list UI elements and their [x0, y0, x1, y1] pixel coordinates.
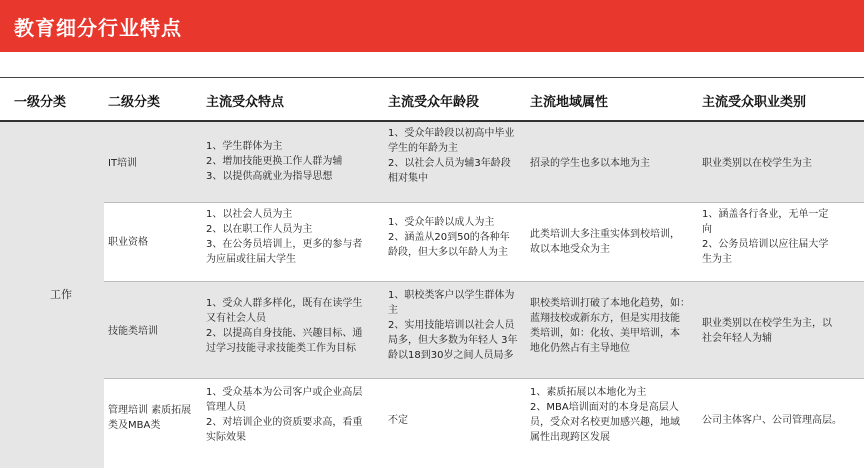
occupation-cell: 职业类别以在校学生为主，以 社会年轻人为辅: [702, 318, 832, 344]
table-row: [104, 379, 864, 468]
audience-cell: 1、受众人群多样化，既有在读学生 又有社会人员 2、以提高自身技能、兴趣目标、通 过学习技能寻求技能类工作为目标: [206, 298, 363, 354]
audience-cell: 1、学生群体为主 2、增加技能更换工作人群为辅 3、以提供高就业为指导思想: [206, 141, 343, 182]
audience-cell: 1、以社会人员为主 2、以在职工作人员为主 3、在公务员培训上，更多的参与者 为应届或往届大学生: [206, 209, 363, 265]
category2-cell: 技能类培训: [108, 326, 158, 337]
region-cell: 1、素质拓展以本地化为主 2、MBA培训面对的本身是高层人 员，受众对名校更加感兴趣，地域 属性出现跨区发展: [530, 387, 680, 443]
region-cell: 此类培训大多注重实体到校培训， 故以本地受众为主: [530, 229, 680, 255]
header-region: 主流地域属性: [530, 95, 609, 110]
header-category1: 一级分类: [14, 95, 67, 110]
header-occupation: 主流受众职业类别: [702, 95, 807, 110]
title-banner: [0, 0, 864, 52]
header-audience: 主流受众特点: [206, 95, 285, 110]
page-title: 教育细分行业特点: [14, 16, 182, 40]
category2-cell: 管理培训 素质拓展类及MBA类: [108, 405, 192, 431]
category2-cell: 职业资格: [108, 237, 148, 248]
occupation-cell: 公司主体客户、公司管理高层。: [702, 415, 842, 426]
header-age: 主流受众年龄段: [388, 95, 480, 110]
age-cell: 1、职校类客户以学生群体为 主 2、实用技能培训以社会人员 局多，但大多数为年轻人 3年 龄以18到30岁之间人员局多: [388, 290, 518, 361]
age-cell: 1、受众年龄以成人为主 2、涵盖从20到50的各种年 龄段，但大多以年龄人为主: [388, 217, 510, 258]
occupation-cell: 1、涵盖各行各业，无单一定 向 2、公务员培训以应往届大学 生为主: [702, 209, 829, 265]
region-cell: 招录的学生也多以本地为主: [530, 158, 650, 169]
category2-cell: IT培训: [108, 158, 138, 169]
table-row: [104, 122, 864, 202]
category1-label: 工作: [50, 288, 72, 301]
table-header-row: [0, 78, 864, 120]
audience-cell: 1、受众基本为公司客户或企业高层 管理人员 2、对培训企业的资质要求高，看重 实际效果: [206, 387, 363, 443]
header-category2: 二级分类: [108, 95, 161, 110]
region-cell: 职校类培训打破了本地化趋势，如： 蓝翔技校或新东方，但是实用技能 类培训，如：化妆、美甲培训，本 地化仍然占有主导地位: [530, 298, 690, 354]
category1-cell: [0, 122, 104, 468]
age-cell: 不定: [388, 415, 408, 426]
age-cell: 1、受众年龄段以初高中毕业 学生的年龄为主 2、以社会人员为辅3年龄段 相对集中: [388, 128, 515, 184]
occupation-cell: 职业类别以在校学生为主: [702, 158, 812, 169]
table-row: [104, 203, 864, 281]
table-row: [104, 282, 864, 378]
